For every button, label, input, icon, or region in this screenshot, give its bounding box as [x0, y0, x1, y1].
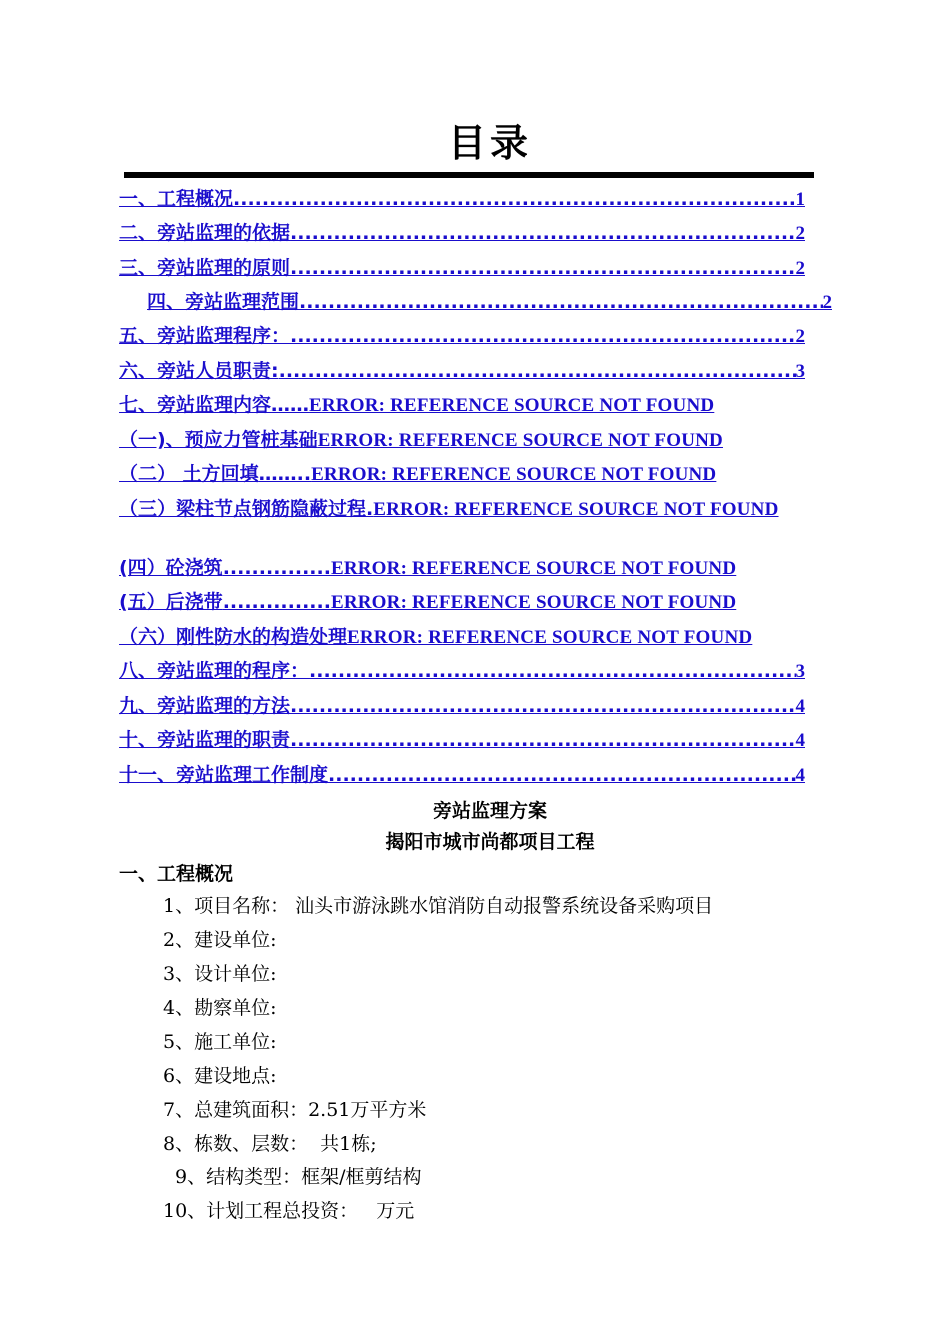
overview-item: 6、建设地点:: [163, 1065, 277, 1087]
toc-page-number: 3: [795, 361, 805, 382]
toc-leader-dots: [309, 659, 795, 684]
toc-entry-3[interactable]: [119, 256, 805, 281]
toc-leader-dots: [290, 324, 795, 349]
toc-entry-text: 十、旁站监理的职责: [119, 729, 291, 751]
section-heading: 一、工程概况: [119, 863, 234, 885]
document-title: 旁站监理方案: [432, 800, 547, 822]
toc-leader-dots: [279, 359, 796, 384]
toc-entry-text: (五）后浇带: [119, 591, 223, 613]
toc-entry-text: 一、工程概况: [119, 188, 234, 210]
toc-leader-dots: [290, 221, 795, 246]
toc-entry-text: （一)、预应力管桩基础: [119, 429, 318, 451]
overview-item: 7、总建筑面积：2.51万平方米: [163, 1099, 427, 1121]
overview-item: 2、建设单位:: [163, 929, 277, 951]
toc-leader-dots: .: [366, 498, 374, 520]
toc-entry-text: 七、旁站监理内容: [119, 394, 272, 416]
overview-item: 4、勘察单位:: [163, 997, 277, 1019]
toc-divider: [124, 172, 814, 178]
toc-entry-7[interactable]: [119, 393, 805, 418]
toc-entry-10[interactable]: [119, 728, 805, 753]
toc-entry-text: 十一、旁站监理工作制度: [119, 764, 329, 786]
toc-entry-text: 五、旁站监理程序：: [119, 325, 291, 347]
toc-entry-5[interactable]: [119, 324, 805, 349]
toc-error-text: ERROR: REFERENCE SOURCE NOT FOUND: [311, 464, 717, 485]
toc-entry-7-3[interactable]: [119, 497, 805, 549]
toc-title: 目录: [447, 121, 532, 165]
toc-entry-text: 二、旁站监理的依据: [119, 222, 291, 244]
overview-item: 5、施工单位:: [163, 1031, 277, 1053]
toc-entry-text: (四）砼浇筑: [119, 557, 223, 579]
toc-entry-text: （三）梁柱节点钢筋隐蔽过程: [119, 498, 367, 520]
toc-entry-7-6[interactable]: [119, 625, 859, 650]
toc-page-number: 4: [795, 696, 805, 717]
toc-leader-dots: ……: [271, 394, 310, 416]
toc-error-text: ERROR: REFERENCE SOURCE NOT FOUND: [330, 592, 737, 613]
toc-entry-11[interactable]: [119, 763, 805, 788]
project-name: 揭阳市城市尚都项目工程: [385, 831, 595, 853]
toc-leader-dots: ...............: [222, 591, 331, 613]
toc-entry-7-1[interactable]: [119, 428, 839, 453]
toc-entry-7-5[interactable]: [119, 590, 805, 615]
overview-item: 10、计划工程总投资： 万元: [163, 1200, 415, 1222]
toc-leader-dots: [233, 187, 795, 212]
toc-entry-text: （六）刚性防水的构造处理: [119, 626, 348, 648]
toc-error-text: ERROR: REFERENCE SOURCE NOT FOUND: [373, 499, 779, 520]
toc-entry-1[interactable]: [119, 187, 805, 212]
toc-entry-text: 四、旁站监理范围: [147, 291, 300, 313]
toc-entry-text: 九、旁站监理的方法: [119, 695, 291, 717]
toc-entry-text: 三、旁站监理的原则: [119, 257, 291, 279]
toc-leader-dots: [290, 728, 795, 753]
toc-entry-8[interactable]: [119, 659, 805, 684]
toc-page-number: 4: [795, 730, 805, 751]
toc-leader-dots: ...............: [222, 557, 331, 579]
toc-entry-text: （二） 土方回填: [119, 463, 259, 485]
toc-page-number: 2: [795, 223, 805, 244]
toc-entry-2[interactable]: [119, 221, 805, 246]
toc-leader-dots: [299, 290, 822, 315]
toc-page-number: 4: [795, 765, 805, 786]
toc-entry-7-2[interactable]: [119, 462, 805, 487]
toc-leader-dots: [328, 763, 795, 788]
toc-leader-dots: [290, 694, 795, 719]
toc-error-text: ERROR: REFERENCE SOURCE NOT FOUND: [347, 627, 753, 648]
toc-error-text: ERROR: REFERENCE SOURCE NOT FOUND: [309, 395, 715, 416]
toc-entry-6[interactable]: [119, 359, 805, 384]
toc-leader-dots: [290, 256, 795, 281]
toc-leader-dots: ……..: [258, 463, 312, 485]
toc-entry-4[interactable]: [147, 290, 832, 315]
overview-item: 1、项目名称： 汕头市游泳跳水馆消防自动报警系统设备采购项目: [163, 895, 714, 917]
toc-entry-text: 六、旁站人员职责:: [119, 360, 279, 382]
overview-item: 8、栋数、层数： 共1栋;: [163, 1133, 377, 1155]
toc-error-text: ERROR: REFERENCE SOURCE NOT FOUND: [317, 430, 723, 451]
toc-entry-7-4[interactable]: [119, 556, 805, 581]
overview-item: 9、结构类型：框架/框剪结构: [175, 1166, 422, 1188]
toc-page-number: 2: [795, 258, 805, 279]
overview-item: 3、设计单位:: [163, 963, 277, 985]
toc-error-text: ERROR: REFERENCE SOURCE NOT FOUND: [330, 558, 737, 579]
toc-page-number: 2: [822, 292, 832, 313]
toc-entry-text: 八、旁站监理的程序：: [119, 660, 310, 682]
toc-entry-9[interactable]: [119, 694, 805, 719]
toc-page-number: 2: [795, 326, 805, 347]
toc-page-number: 1: [795, 189, 805, 210]
toc-page-number: 3: [795, 661, 805, 682]
